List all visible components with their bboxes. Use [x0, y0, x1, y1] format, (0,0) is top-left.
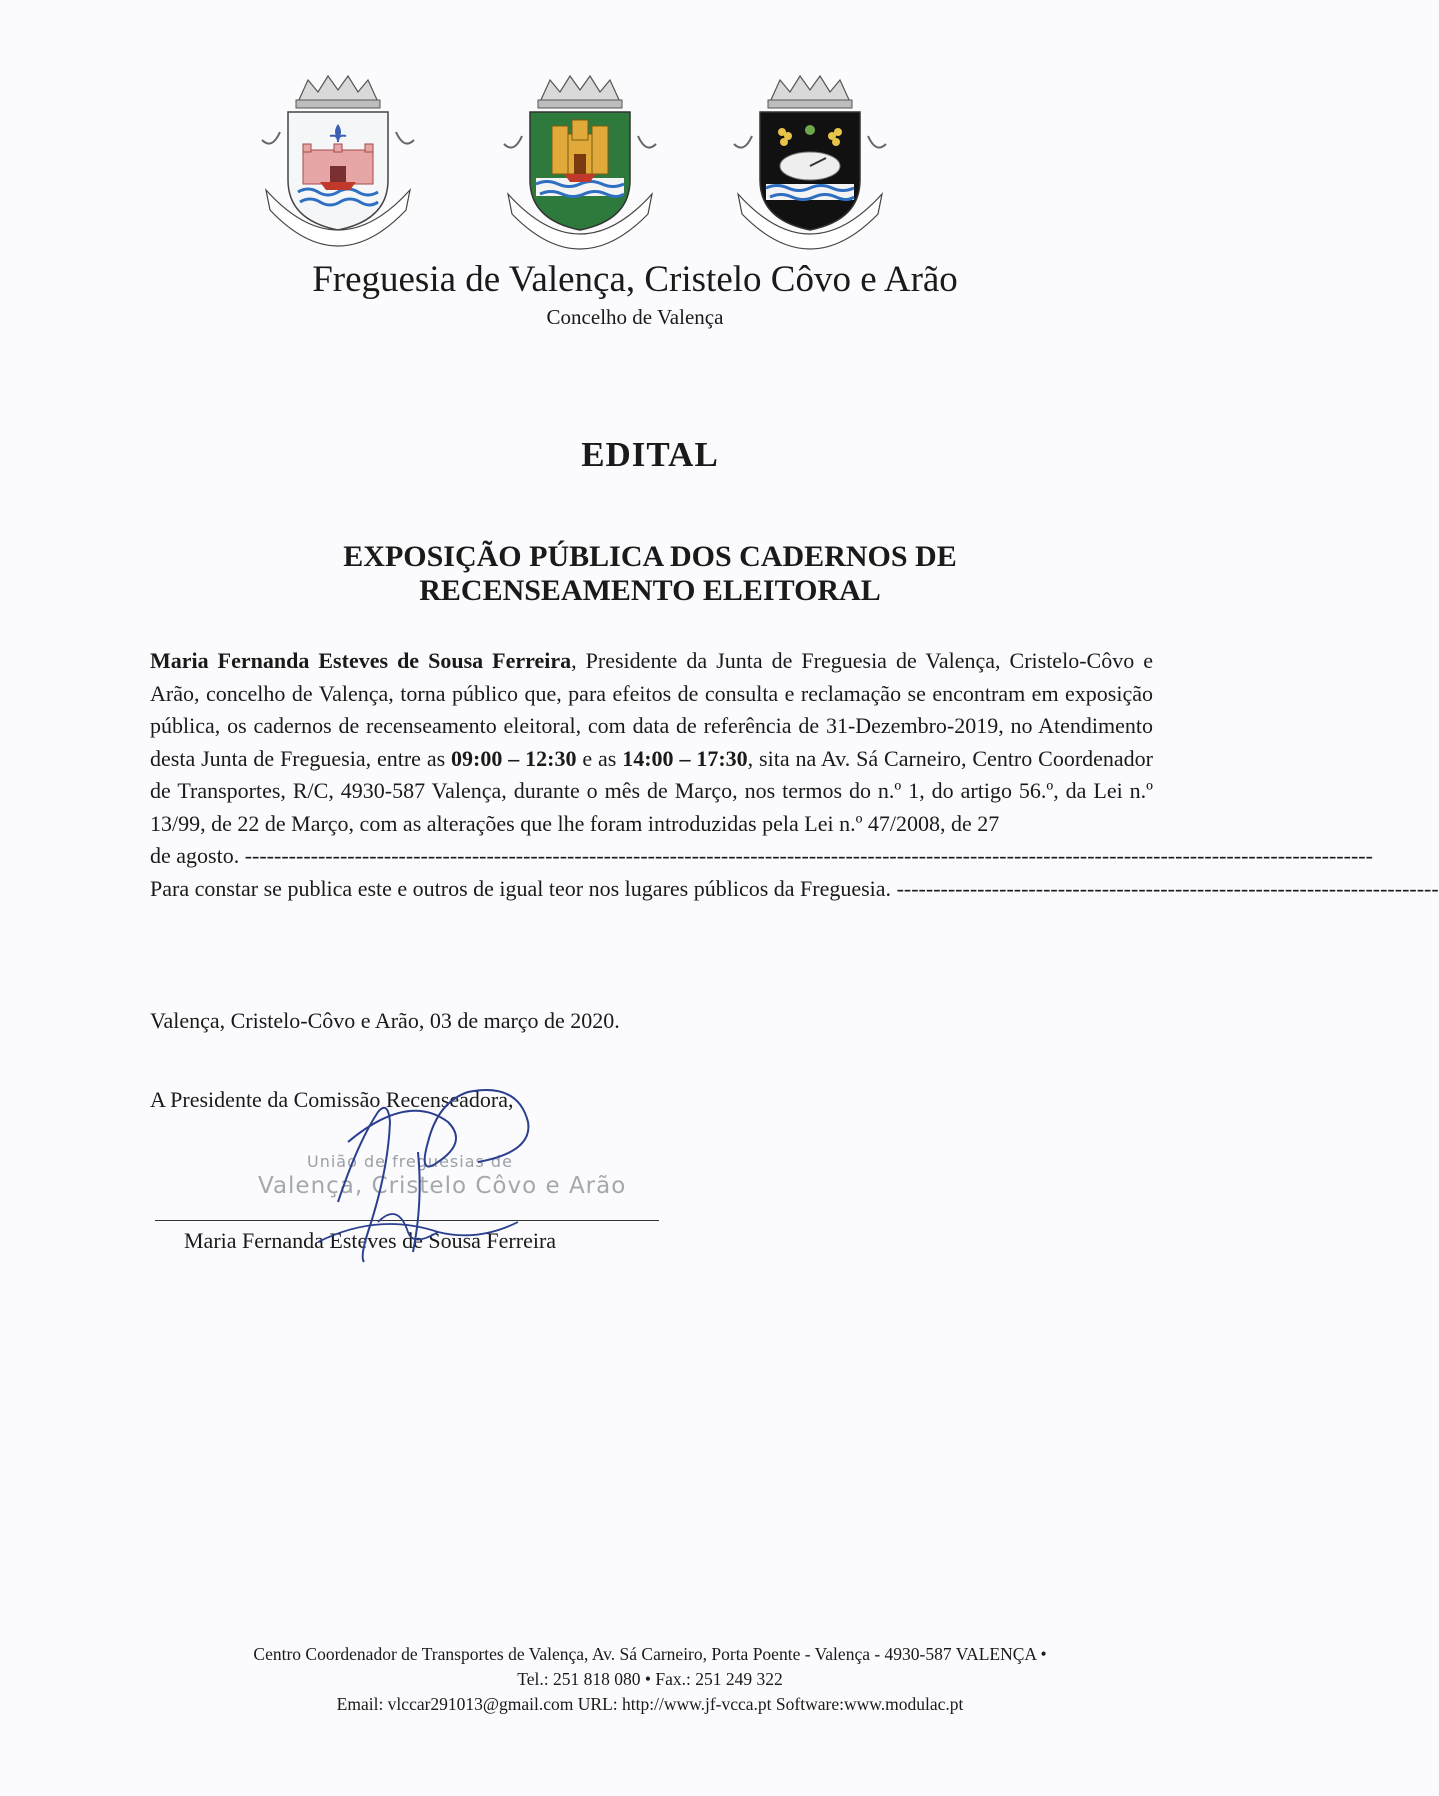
footer	[0, 1642, 1300, 1717]
valenca-crest	[258, 70, 418, 260]
dash-filler: --------------------------------------------------------------------------	[891, 875, 1439, 901]
place-date: Valença, Cristelo-Côvo e Arão, 03 de março de 2020.	[150, 1008, 620, 1033]
document-kind: EDITAL	[581, 435, 719, 474]
publication-text: Para constar se publica este e outros de igual teor nos lugares públicos da Freguesia.	[150, 875, 892, 901]
municipality-subtitle: Concelho de Valença	[546, 305, 724, 329]
paragraph-text-a: , Presidente da Junta de Freguesia de Valença, Cristelo-Côvo e Arão, concelho de Valença, torna público que, para efeitos de consulta e reclamação se encontram em exposição pública, os cadernos de recenseamento eleitoral, com data de referência de 31-Dezembro-2019, no Atendimento desta Junta de Freguesia, entre as	[150, 648, 1153, 771]
paragraph-last-line	[150, 840, 1373, 873]
morning-hours: 09:00 – 12:30	[451, 745, 577, 771]
stamp-line-2: Valença, Cristelo Côvo e Arão	[258, 1173, 627, 1199]
heading-line-1: EXPOSIÇÃO PÚBLICA DOS CADERNOS DE	[343, 540, 957, 573]
stamp-line-1: União de freguesias de	[307, 1152, 513, 1171]
president-name: Maria Fernanda Esteves de Sousa Ferreira	[150, 648, 572, 673]
cristelo-covo-crest	[500, 70, 660, 260]
arao-crest	[730, 70, 890, 260]
footer-phone: Tel.: 251 818 080 • Fax.: 251 249 322	[517, 1669, 783, 1689]
notice-paragraph	[150, 645, 1153, 840]
afternoon-hours: 14:00 – 17:30	[622, 745, 748, 771]
dash-filler: ----------------------------------------------------------------------------------------------------------------------------------------------------------	[239, 843, 1373, 868]
footer-contacts: Email: vlccar291013@gmail.com URL: http://www.jf-vcca.pt Software:www.modulac.pt	[336, 1694, 964, 1714]
signature-intro: A Presidente da Comissão Recenseadora,	[150, 1087, 514, 1112]
notice-body	[150, 645, 1439, 905]
paragraph-text-last: de agosto.	[150, 843, 240, 868]
handwritten-signature	[318, 1082, 558, 1272]
publication-line	[150, 873, 1439, 906]
heading-line-2: RECENSEAMENTO ELEITORAL	[419, 574, 881, 607]
document-heading	[0, 540, 1300, 608]
paragraph-text-c: , sita na Av. Sá Carneiro, Centro Coordenador de Transportes, R/C, 4930-587 Valença, durante o mês de Março, nos termos do n.º 1, do artigo 56.º, da Lei n.º 13/99, de 22 de Março, com as alterações que lhe foram introduzidas pela Lei n.º 47/2008, de 27	[150, 745, 1154, 836]
footer-address: Centro Coordenador de Transportes de Valença, Av. Sá Carneiro, Porta Poente - Valença - 4930-587 VALENÇA •	[253, 1644, 1047, 1664]
paragraph-text-b: e as	[576, 745, 623, 771]
signatory-name: Maria Fernanda Esteves de Sousa Ferreira	[184, 1228, 557, 1253]
crests-row	[0, 70, 1270, 270]
parish-title: Freguesia de Valença, Cristelo Côvo e Arão	[312, 259, 958, 300]
